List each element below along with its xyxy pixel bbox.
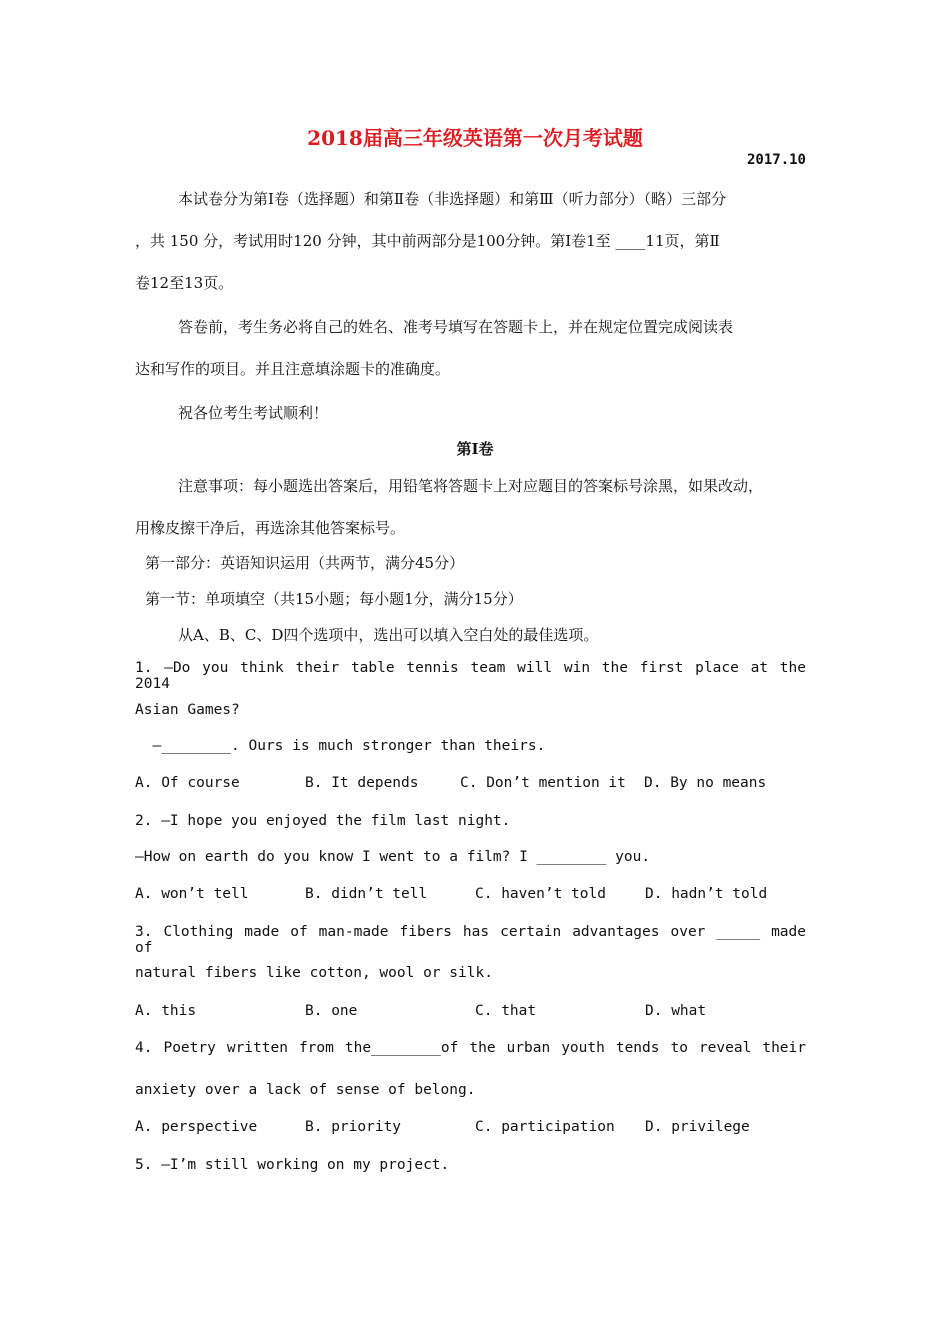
page-title: 2018届高三年级英语第一次月考试题 [307, 126, 643, 150]
question-3-line-2: natural fibers like cotton, wool or silk. [135, 965, 493, 981]
notes-line-2: 用橡皮擦干净后，再选涂其他答案标号。 [135, 519, 406, 537]
question-2-option-a: A. won’t tell [135, 886, 249, 902]
section1-heading: 第一节：单项填空（共15小题；每小题1分，满分15分） [145, 590, 523, 608]
question-2-option-d: D. hadn’t told [645, 886, 768, 902]
question-4-line-2: anxiety over a lack of sense of belong. [135, 1082, 476, 1098]
part1-heading: 第一部分：英语知识运用（共两节，满分45分） [145, 554, 465, 572]
notes-line-1: 注意事项：每小题选出答案后，用铅笔将答题卡上对应题目的答案标号涂黑，如果改动， [178, 477, 764, 495]
question-1-line-3: —________. Ours is much stronger than theirs. [135, 738, 546, 754]
question-4-option-b: B. priority [305, 1119, 402, 1135]
question-1-line-1: 1. —Do you think their table tennis team will win the first place at the 2014 [135, 660, 806, 692]
question-3-option-c: C. that [475, 1003, 537, 1019]
question-3-option-d: D. what [645, 1003, 707, 1019]
question-1-option-c: C. Don’t mention it [460, 775, 626, 791]
question-1-option-b: B. It depends [305, 775, 419, 791]
question-1-line-2: Asian Games? [135, 702, 240, 718]
intro-line-3: 卷12至13页。 [135, 274, 234, 292]
exam-date: 2017.10 [746, 152, 806, 168]
question-4-option-c: C. participation [475, 1119, 615, 1135]
question-2-line-2: —How on earth do you know I went to a film? I ________ you. [135, 849, 651, 865]
intro-line-1: 本试卷分为第Ⅰ卷（选择题）和第Ⅱ卷（非选择题）和第Ⅲ（听力部分）（略）三部分 [178, 190, 727, 208]
intro-line-6: 祝各位考生考试顺利！ [178, 404, 329, 422]
question-1-option-a: A. Of course [135, 775, 240, 791]
question-3-option-b: B. one [305, 1003, 358, 1019]
question-4-option-d: D. privilege [645, 1119, 750, 1135]
question-2-option-c: C. haven’t told [475, 886, 606, 902]
question-1-option-d: D. By no means [644, 775, 767, 791]
question-2-line-1: 2. —I hope you enjoyed the film last night. [135, 813, 511, 829]
question-5-line-1: 5. —I’m still working on my project. [135, 1157, 450, 1173]
intro-line-4: 答卷前，考生务必将自己的姓名、准考号填写在答题卡上，并在规定位置完成阅读表 [178, 318, 734, 336]
section-title: 第Ⅰ卷 [456, 440, 494, 458]
question-2-option-b: B. didn’t tell [305, 886, 428, 902]
instruction-line: 从A、B、C、D四个选项中，选出可以填入空白处的最佳选项。 [178, 626, 599, 644]
question-3-line-1: 3. Clothing made of man-made fibers has certain advantages over _____ made of [135, 924, 806, 956]
question-3-option-a: A. this [135, 1003, 197, 1019]
question-4-line-1: 4. Poetry written from the________of the urban youth tends to reveal their [135, 1040, 806, 1056]
question-4-option-a: A. perspective [135, 1119, 258, 1135]
intro-line-5: 达和写作的项目。并且注意填涂题卡的准确度。 [135, 360, 451, 378]
intro-line-2: ，共 150 分，考试用时120 分钟，其中前两部分是100分钟。第Ⅰ卷1至 ____11页，第Ⅱ [135, 232, 720, 250]
